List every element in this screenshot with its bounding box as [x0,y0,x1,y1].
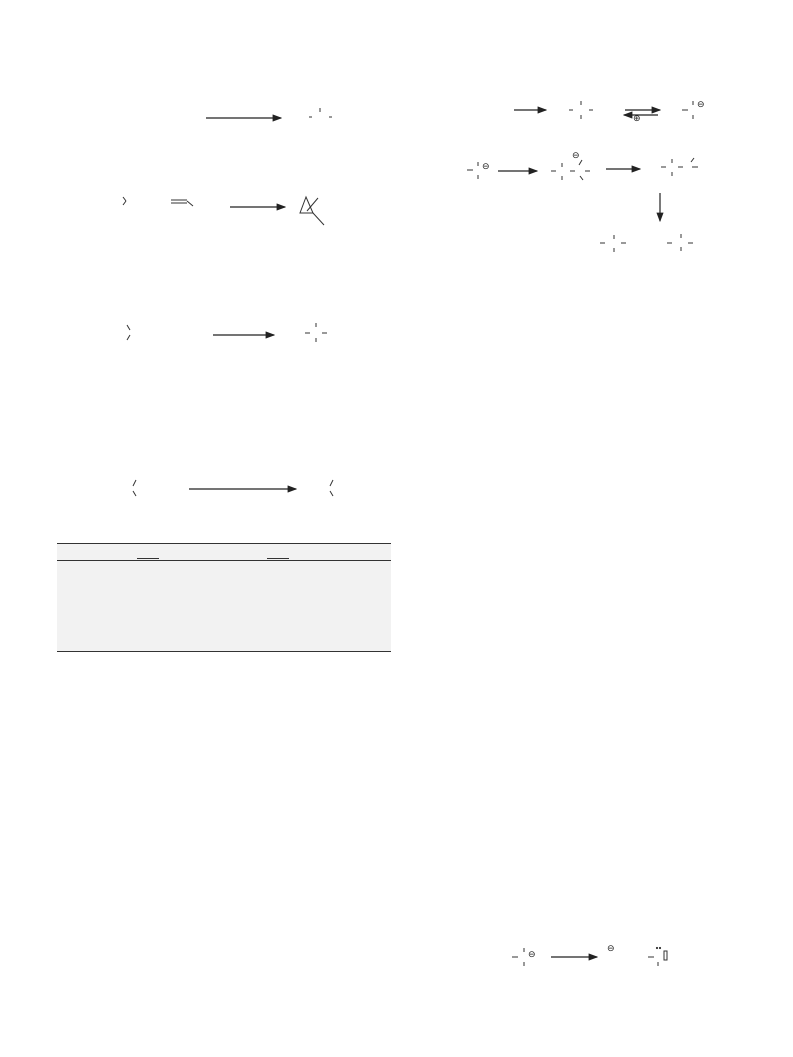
scheme-4 [133,480,333,496]
scheme-3 [127,323,327,342]
intermediate-fragment [569,101,593,119]
product-fragment [648,947,667,966]
product-fragment [305,323,327,342]
data-table [57,543,391,652]
anion-reactant-fragment [467,162,478,179]
equilibrium-arrows [624,110,660,115]
reactant-fragment [133,480,136,496]
product-fragment [309,108,332,117]
column-group-rule [137,558,159,559]
column-group-rule [267,558,289,559]
anion-charge: ⊖ [697,100,705,110]
side-product-1-fragment [600,235,626,252]
scheme-right-1 [514,101,693,119]
anion-charge: ⊖ [528,950,536,960]
product-fragment [661,158,698,176]
anion-fragment [682,101,693,119]
scheme-1 [206,108,332,118]
cyclopropane-product [300,197,324,225]
anion-reactant-fragment [512,948,524,966]
reactant-fragment [127,325,130,340]
scheme-right-2 [467,158,698,252]
cation-charge: ⊕ [633,114,641,124]
adduct-fragment [551,160,590,180]
anion-charge: ⊖ [482,162,490,172]
reactant-fragment [123,197,193,206]
anion-charge: ⊖ [607,944,615,954]
table-header-rule [57,560,391,561]
side-product-2-fragment [667,234,693,251]
product-fragment [330,480,333,496]
scheme-2 [123,197,324,225]
anion-charge: ⊖ [572,151,580,161]
